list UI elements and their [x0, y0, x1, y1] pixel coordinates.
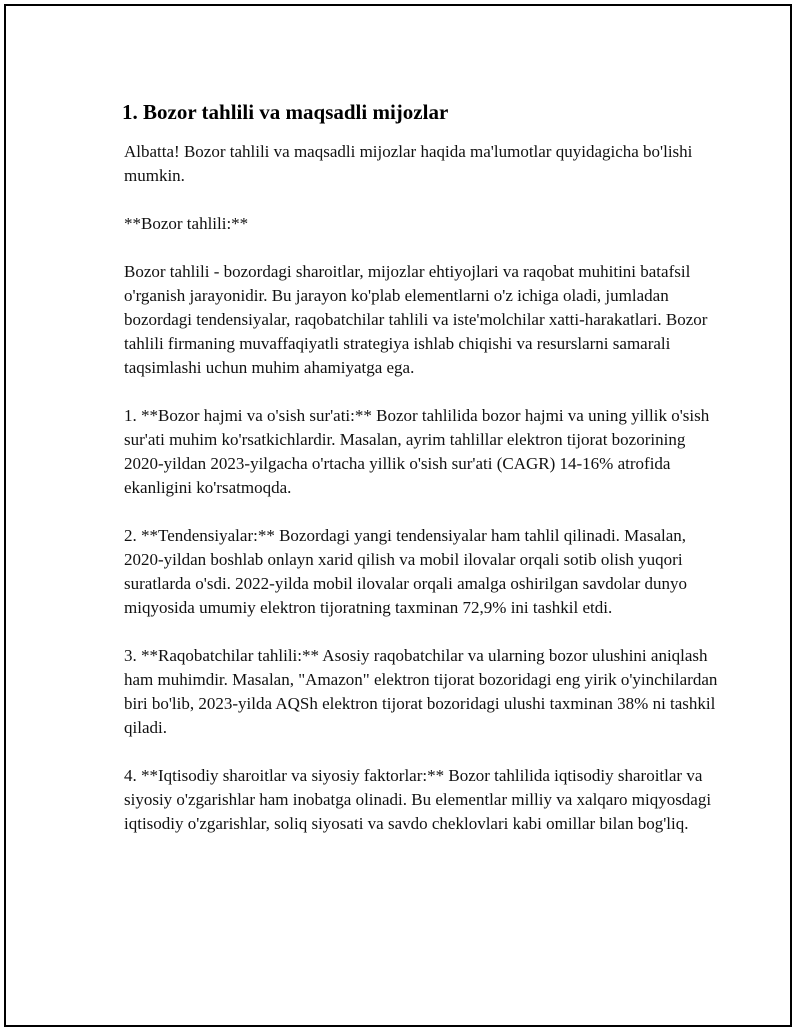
list-item-market-size: 1. **Bozor hajmi va o'sish sur'ati:** Bozor tahlilida bozor hajmi va uning yillik o'sish sur'ati muhim ko'rsatkichlardir. Masalan, ayrim tahlillar elektron tijorat bozorining 2020-yildan 2023-yilgacha o'rtacha yillik o'sish sur'ati (CAGR) 14-16% atrofida ekanligini ko'rsatmoqda. [124, 406, 710, 497]
document-body [120, 98, 720, 860]
section-heading-market-analysis: **Bozor tahlili:** [124, 214, 249, 233]
intro-paragraph: Albatta! Bozor tahlili va maqsadli mijozlar haqida ma'lumotlar quyidagicha bo'lishi mumkin. [124, 142, 693, 185]
list-item-competitors: 3. **Raqobatchilar tahlili:** Asosiy raqobatchilar va ularning bozor ulushini aniqlash ham muhimdir. Masalan, "Amazon" elektron tijorat bozoridagi eng yirik o'yinchilardan biri bo'lib, 2023-yilda AQSh elektron tijorat bozoridagi ulushi taxminan 38% ni tashkil qiladi. [124, 646, 718, 737]
list-item-trends: 2. **Tendensiyalar:** Bozordagi yangi tendensiyalar ham tahlil qilinadi. Masalan, 2020-yildan boshlab onlayn xarid qilish va mobil ilovalar orqali sotib olish yuqori suratlarda o'sdi. 2022-yilda mobil ilovalar orqali amalga oshirilgan savdolar dunyo miqyosida umumiy elektron tijoratning taxminan 72,9% ini tashkil etdi. [124, 526, 687, 617]
list-item-economic-factors: 4. **Iqtisodiy sharoitlar va siyosiy faktorlar:** Bozor tahlilida iqtisodiy sharoitlar va siyosiy o'zgarishlar ham inobatga olinadi. Bu elementlar milliy va xalqaro miqyosdagi iqtisodiy o'zgarishlar, soliq siyosati va savdo cheklovlari kabi omillar bilan bog'liq. [124, 766, 712, 833]
document-title: 1. Bozor tahlili va maqsadli mijozlar [122, 100, 449, 124]
market-analysis-paragraph: Bozor tahlili - bozordagi sharoitlar, mijozlar ehtiyojlari va raqobat muhitini batafsil o'rganish jarayonidir. Bu jarayon ko'plab elementlarni o'z ichiga oladi, jumladan bozordagi tendensiyalar, raqobatchilar tahlili va iste'molchilar xatti-harakatlari. Bozor tahlili firmaning muvaffaqiyatli strategiya ishlab chiqishi va resurslarni samarali taqsimlashi uchun muhim ahamiyatga ega. [124, 262, 708, 377]
page-frame [4, 4, 792, 1027]
